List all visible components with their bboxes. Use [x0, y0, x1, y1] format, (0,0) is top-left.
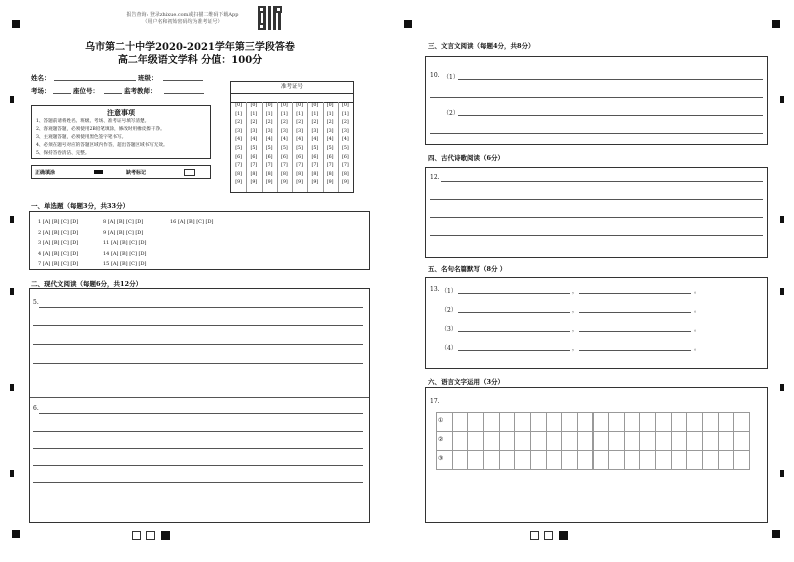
writing-grid-cell[interactable]: [577, 412, 594, 432]
exam-id-bubble[interactable]: [8]: [250, 171, 258, 177]
seat-field[interactable]: [104, 93, 122, 94]
exam-id-column[interactable]: [338, 102, 353, 192]
exam-id-bubble[interactable]: [9]: [265, 180, 273, 186]
writing-grid-cell[interactable]: [718, 450, 735, 470]
exam-id-bubble[interactable]: [6]: [235, 154, 243, 160]
timing-mark: [10, 288, 14, 295]
q5-answer-area[interactable]: [30, 289, 369, 397]
writing-grid-cell[interactable]: [608, 412, 625, 432]
q13-sub-label: （4）: [441, 345, 457, 352]
exam-id-bubble[interactable]: [5]: [296, 145, 304, 151]
choice-question-row[interactable]: 11 [A] [B] [C] [D]: [103, 240, 147, 246]
writing-grid-cell[interactable]: [686, 431, 703, 451]
exam-id-bubble[interactable]: [7]: [250, 163, 258, 169]
exam-id-bubble[interactable]: [7]: [265, 163, 273, 169]
q10-line[interactable]: [430, 97, 763, 98]
exam-id-bubble[interactable]: [0]: [296, 103, 304, 108]
writing-grid-cell[interactable]: [624, 450, 641, 470]
q13-sub-label: （3）: [441, 326, 457, 333]
writing-grid-cell[interactable]: [702, 450, 719, 470]
writing-grid-cell[interactable]: [452, 450, 469, 470]
exam-id-bubble[interactable]: [5]: [235, 145, 243, 151]
exam-id-bubble[interactable]: [1]: [280, 111, 288, 117]
choice-question-row[interactable]: 14 [A] [B] [C] [D]: [103, 250, 147, 257]
writing-grid-cell[interactable]: [671, 412, 688, 432]
writing-grid-cell[interactable]: [561, 412, 578, 432]
q13-end: 。: [694, 288, 701, 295]
writing-grid-cell[interactable]: [530, 431, 547, 451]
page-subtitle: 高二年级语文学科 分值：100分: [117, 55, 263, 66]
writing-grid-cell[interactable]: [639, 412, 656, 432]
q17-writing-grid[interactable]: [436, 412, 749, 469]
exam-id-bubble[interactable]: [4]: [311, 137, 319, 143]
q13-blank[interactable]: [579, 312, 691, 313]
timing-mark: [780, 384, 784, 391]
report-note-line2: （用户名和初始密码均为准考证号）: [142, 19, 223, 25]
q5-label: 5.: [33, 299, 39, 306]
exam-id-bubble[interactable]: [3]: [341, 128, 349, 134]
exam-id-bubble[interactable]: [3]: [326, 128, 334, 134]
writing-grid-cell[interactable]: [561, 450, 578, 470]
exam-id-bubble[interactable]: [3]: [250, 128, 258, 134]
q13-blank[interactable]: [458, 293, 570, 294]
writing-grid-cell[interactable]: [718, 412, 735, 432]
choice-question-row[interactable]: 16 [A] [B] [C] [D]: [170, 219, 214, 225]
exam-id-column[interactable]: [277, 102, 293, 192]
exam-id-bubble[interactable]: [1]: [311, 111, 319, 117]
exam-id-bubble[interactable]: [3]: [296, 128, 304, 134]
correct-fill-sample: [94, 170, 103, 174]
exam-id-bubble[interactable]: [2]: [296, 120, 304, 126]
exam-id-bubble[interactable]: [6]: [265, 154, 273, 160]
exam-id-column[interactable]: [323, 102, 339, 192]
report-note-line1: 报告查询: 登录zhixue.com或扫描二维码下载App: [126, 12, 239, 18]
writing-grid-cell[interactable]: [436, 431, 453, 451]
exam-id-bubble[interactable]: [7]: [296, 163, 304, 169]
timing-mark: [10, 216, 14, 223]
choice-question-row[interactable]: 15 [A] [B] [C] [D]: [103, 261, 147, 267]
exam-id-column[interactable]: [262, 102, 278, 192]
writing-grid-cell[interactable]: [561, 431, 578, 451]
exam-id-bubble[interactable]: [2]: [250, 120, 258, 126]
writing-grid-cell[interactable]: [655, 431, 672, 451]
exam-id-bubble[interactable]: [6]: [326, 154, 334, 160]
exam-id-bubble[interactable]: [2]: [280, 120, 288, 126]
exam-id-bubble[interactable]: [1]: [326, 111, 334, 117]
choice-question-row[interactable]: 4 [A] [B] [C] [D]: [38, 250, 79, 257]
class-label: 班级：: [138, 74, 158, 82]
corner-mark-bl: [12, 530, 20, 538]
exam-id-bubble[interactable]: [9]: [311, 180, 319, 186]
writing-grid-cell[interactable]: [499, 450, 516, 470]
report-note: [110, 12, 255, 26]
q6-answer-area[interactable]: [30, 397, 369, 522]
exam-id-bubble[interactable]: [9]: [326, 180, 334, 186]
exam-id-bubble[interactable]: [2]: [326, 120, 334, 126]
section4-title: 四、古代诗歌阅读（6分）: [428, 154, 505, 162]
timing-mark: [10, 96, 14, 103]
q10-sub2-line[interactable]: [458, 115, 763, 116]
q13-sep: ，: [572, 288, 579, 295]
notice-item: 4、必须在题号对应的答题区域内作答，超出答题区域书写无效。: [36, 143, 168, 148]
exam-id-bubble[interactable]: [7]: [280, 163, 288, 169]
writing-row-label: ①: [438, 417, 444, 424]
exam-id-bubble[interactable]: [5]: [311, 145, 319, 151]
exam-id-bubble[interactable]: [0]: [265, 103, 273, 108]
section2-box: [29, 288, 370, 523]
q13-end: 。: [694, 326, 701, 333]
exam-id-bubble[interactable]: [0]: [280, 103, 288, 108]
exam-id-column[interactable]: [292, 102, 308, 192]
writing-grid-cell[interactable]: [608, 431, 625, 451]
writing-grid-cell[interactable]: [436, 412, 453, 432]
exam-id-bubble[interactable]: [4]: [235, 137, 243, 143]
q10-label: 10.: [430, 72, 440, 79]
exam-id-bubble[interactable]: [2]: [265, 120, 273, 126]
writing-row-label: ③: [438, 455, 444, 462]
exam-id-bubble[interactable]: [8]: [265, 171, 273, 177]
name-label: 姓名：: [31, 74, 51, 82]
timing-mark: [10, 384, 14, 391]
page-code-box: [559, 531, 568, 540]
page-code-box: [146, 531, 155, 540]
choice-question-row[interactable]: 1 [A] [B] [C] [D]: [38, 219, 79, 225]
exam-id-bubble[interactable]: [6]: [341, 154, 349, 160]
q13-sep: ，: [572, 345, 579, 352]
room-field[interactable]: [53, 93, 71, 94]
writing-grid-cell[interactable]: [483, 431, 500, 451]
exam-id-bubble[interactable]: [1]: [250, 111, 258, 117]
page-code-box: [161, 531, 170, 540]
q13-sep: ，: [572, 307, 579, 314]
timing-mark: [780, 96, 784, 103]
q13-blank[interactable]: [458, 350, 570, 351]
exam-id-bubble[interactable]: [3]: [235, 128, 243, 134]
exam-id-bubble[interactable]: [6]: [296, 154, 304, 160]
q12-line[interactable]: [430, 217, 763, 218]
exam-id-bubble[interactable]: [4]: [250, 137, 258, 143]
exam-id-column[interactable]: [246, 102, 262, 192]
writing-grid-cell[interactable]: [467, 450, 484, 470]
writing-grid-cell[interactable]: [514, 431, 531, 451]
absent-mark-checkbox[interactable]: [184, 169, 195, 176]
qr-code: [258, 6, 282, 30]
writing-grid-cell[interactable]: [499, 431, 516, 451]
q13-blank[interactable]: [579, 293, 691, 294]
q10-sub1-label: （1）: [443, 74, 459, 81]
choice-question-row[interactable]: 8 [A] [B] [C] [D]: [103, 219, 144, 225]
exam-id-bubble[interactable]: [8]: [235, 171, 243, 177]
writing-grid-cell[interactable]: [483, 412, 500, 432]
exam-id-bubble[interactable]: [1]: [296, 111, 304, 117]
q13-label: 13.: [430, 286, 440, 293]
choice-question-row[interactable]: 2 [A] [B] [C] [D]: [38, 229, 79, 236]
page-title: 乌市第二十中学2020-2021学年第三学段答卷: [85, 42, 295, 53]
writing-grid-cell[interactable]: [686, 412, 703, 432]
q13-sub-label: （1）: [441, 288, 457, 295]
exam-id-bubble[interactable]: [8]: [326, 171, 334, 177]
exam-id-bubble[interactable]: [7]: [326, 163, 334, 169]
exam-id-column[interactable]: [231, 102, 247, 192]
exam-id-bubble[interactable]: [1]: [235, 111, 243, 117]
writing-grid-cell[interactable]: [530, 412, 547, 432]
writing-grid-cell[interactable]: [577, 431, 594, 451]
exam-id-bubble[interactable]: [9]: [235, 180, 243, 186]
room-label: 考场：: [31, 87, 51, 95]
q6-label: 6.: [33, 405, 39, 412]
notice-title: 注意事项: [107, 108, 135, 117]
notice-item: 1、答题前请将姓名、班级、考场、准考证号填写清楚。: [36, 119, 150, 124]
timing-mark: [10, 470, 14, 477]
exam-id-column[interactable]: [307, 102, 323, 192]
section6-box: [425, 387, 768, 523]
writing-grid-cell[interactable]: [655, 450, 672, 470]
q13-blank[interactable]: [458, 331, 570, 332]
class-field[interactable]: [163, 80, 203, 81]
exam-id-bubble[interactable]: [9]: [341, 180, 349, 186]
exam-id-bubble[interactable]: [5]: [326, 145, 334, 151]
exam-id-bubble[interactable]: [3]: [280, 128, 288, 134]
writing-grid-cell[interactable]: [686, 450, 703, 470]
writing-grid-cell[interactable]: [467, 431, 484, 451]
exam-id-title: 准考证号: [231, 82, 353, 94]
exam-id-bubble[interactable]: [3]: [311, 128, 319, 134]
exam-id-bubble[interactable]: [6]: [250, 154, 258, 160]
q10-line[interactable]: [430, 133, 763, 134]
exam-id-bubble[interactable]: [5]: [265, 145, 273, 151]
writing-grid-cell[interactable]: [718, 431, 735, 451]
writing-grid-cell[interactable]: [671, 450, 688, 470]
q17-label: 17.: [430, 398, 440, 405]
q10-sub1-line[interactable]: [458, 79, 763, 80]
writing-grid-cell[interactable]: [546, 450, 563, 470]
q12-label: 12.: [430, 174, 440, 181]
correct-fill-label: 正确填涂: [35, 170, 56, 176]
exam-id-bubble[interactable]: [4]: [265, 137, 273, 143]
section3-box: [425, 56, 768, 145]
writing-grid-cell[interactable]: [546, 431, 563, 451]
page-code-box: [530, 531, 539, 540]
exam-id-bubble[interactable]: [0]: [250, 103, 258, 108]
notice-item: 5、保持答卷清洁、完整。: [36, 151, 90, 156]
q13-end: 。: [694, 345, 701, 352]
page-code-box: [544, 531, 553, 540]
exam-id-bubble[interactable]: [8]: [280, 171, 288, 177]
exam-id-bubble[interactable]: [4]: [280, 137, 288, 143]
writing-grid-cell[interactable]: [655, 412, 672, 432]
exam-id-bubble[interactable]: [2]: [341, 120, 349, 126]
teacher-label: 监考教师：: [124, 87, 157, 95]
name-field[interactable]: [54, 80, 136, 81]
writing-grid-cell[interactable]: [733, 412, 750, 432]
exam-id-bubble[interactable]: [4]: [326, 137, 334, 143]
writing-grid-cell[interactable]: [593, 431, 610, 451]
exam-id-bubble[interactable]: [5]: [341, 145, 349, 151]
section3-title: 三、文言文阅读（每题4分，共8分）: [428, 42, 535, 50]
writing-grid-cell[interactable]: [467, 412, 484, 432]
timing-mark: [780, 216, 784, 223]
exam-id-bubble[interactable]: [5]: [250, 145, 258, 151]
writing-grid-cell[interactable]: [514, 412, 531, 432]
writing-grid-cell[interactable]: [733, 450, 750, 470]
q13-sub-label: （2）: [441, 307, 457, 314]
exam-id-bubble[interactable]: [1]: [265, 111, 273, 117]
writing-grid-cell[interactable]: [671, 431, 688, 451]
timing-mark: [780, 470, 784, 477]
page-code-box: [132, 531, 141, 540]
writing-grid-cell[interactable]: [514, 450, 531, 470]
exam-id-bubble[interactable]: [1]: [341, 111, 349, 117]
section5-box: [425, 277, 768, 369]
writing-grid-cell[interactable]: [499, 412, 516, 432]
exam-id-bubble[interactable]: [0]: [235, 103, 243, 108]
exam-id-bubble[interactable]: [7]: [311, 163, 319, 169]
writing-grid-cell[interactable]: [546, 412, 563, 432]
writing-grid-cell[interactable]: [624, 412, 641, 432]
writing-grid-cell[interactable]: [639, 431, 656, 451]
writing-grid-cell[interactable]: [452, 431, 469, 451]
exam-id-bubble[interactable]: [5]: [280, 145, 288, 151]
section4-box: [425, 167, 768, 258]
corner-mark-br: [772, 530, 780, 538]
writing-grid-cell[interactable]: [702, 431, 719, 451]
notice-item: 2、客观题答题，必须使用2B铅笔填涂，修改时用橡皮擦干净。: [36, 127, 165, 132]
exam-id-bubble[interactable]: [7]: [341, 163, 349, 169]
section1-box: [29, 211, 370, 270]
section6-title: 六、语言文字运用（3分）: [428, 378, 505, 386]
q13-sep: ，: [572, 326, 579, 333]
absent-mark-label: 缺考标记: [126, 170, 147, 176]
exam-id-bubble[interactable]: [0]: [311, 103, 319, 108]
choice-question-row[interactable]: 7 [A] [B] [C] [D]: [38, 261, 79, 267]
exam-id-bubble[interactable]: [8]: [311, 171, 319, 177]
seat-label: 座位号：: [73, 87, 99, 95]
section1-title: 一、单选题（每题3分，共33分）: [31, 202, 130, 210]
q13-blank[interactable]: [579, 331, 691, 332]
exam-id-bubble[interactable]: [8]: [341, 171, 349, 177]
exam-id-bubble[interactable]: [2]: [235, 120, 243, 126]
exam-id-bubble[interactable]: [2]: [311, 120, 319, 126]
choice-question-row[interactable]: 3 [A] [B] [C] [D]: [38, 240, 79, 246]
notice-item: 3、主观题答题，必须使用黑色签字笔书写。: [36, 135, 127, 140]
writing-grid-cell[interactable]: [733, 431, 750, 451]
timing-mark: [780, 288, 784, 295]
writing-grid-cell[interactable]: [702, 412, 719, 432]
q13-end: 。: [694, 307, 701, 314]
exam-id-bubble[interactable]: [0]: [341, 103, 349, 108]
writing-grid-cell[interactable]: [530, 450, 547, 470]
exam-id-bubble[interactable]: [6]: [280, 154, 288, 160]
writing-grid-cell[interactable]: [577, 450, 594, 470]
q13-blank[interactable]: [458, 312, 570, 313]
exam-id-bubble[interactable]: [3]: [265, 128, 273, 134]
q13-blank[interactable]: [579, 350, 691, 351]
exam-id-bubble[interactable]: [8]: [296, 171, 304, 177]
section5-title: 五、名句名篇默写（8分 ）: [428, 265, 507, 273]
exam-id-bubble[interactable]: [7]: [235, 163, 243, 169]
exam-id-bubble[interactable]: [9]: [280, 180, 288, 186]
corner-mark-tl: [12, 20, 20, 28]
exam-id-bubble[interactable]: [9]: [250, 180, 258, 186]
writing-grid-cell[interactable]: [436, 450, 453, 470]
writing-grid-cell[interactable]: [639, 450, 656, 470]
corner-mark-cl: [404, 20, 412, 28]
writing-grid-cell[interactable]: [608, 450, 625, 470]
q12-line[interactable]: [430, 199, 763, 200]
q10-sub2-label: （2）: [443, 110, 459, 117]
writing-grid-cell[interactable]: [593, 450, 610, 470]
corner-mark-tr: [772, 20, 780, 28]
fill-example-box: [31, 165, 211, 179]
exam-id-bubble[interactable]: [9]: [296, 180, 304, 186]
exam-id-grid: [230, 81, 354, 193]
choice-question-row[interactable]: 9 [A] [B] [C] [D]: [103, 229, 144, 236]
teacher-field[interactable]: [164, 93, 204, 94]
exam-id-bubble[interactable]: [4]: [296, 137, 304, 143]
writing-grid-cell[interactable]: [483, 450, 500, 470]
section2-title: 二、现代文阅读（每题6分，共12分）: [31, 280, 143, 288]
exam-id-bubble[interactable]: [6]: [311, 154, 319, 160]
writing-grid-cell[interactable]: [452, 412, 469, 432]
exam-id-bubble[interactable]: [4]: [341, 137, 349, 143]
q12-line[interactable]: [441, 181, 763, 182]
writing-row-label: ②: [438, 436, 444, 443]
writing-grid-cell[interactable]: [624, 431, 641, 451]
notice-box: [31, 105, 211, 159]
exam-id-bubble[interactable]: [0]: [326, 103, 334, 108]
writing-grid-cell[interactable]: [593, 412, 610, 432]
q12-line[interactable]: [430, 235, 763, 236]
